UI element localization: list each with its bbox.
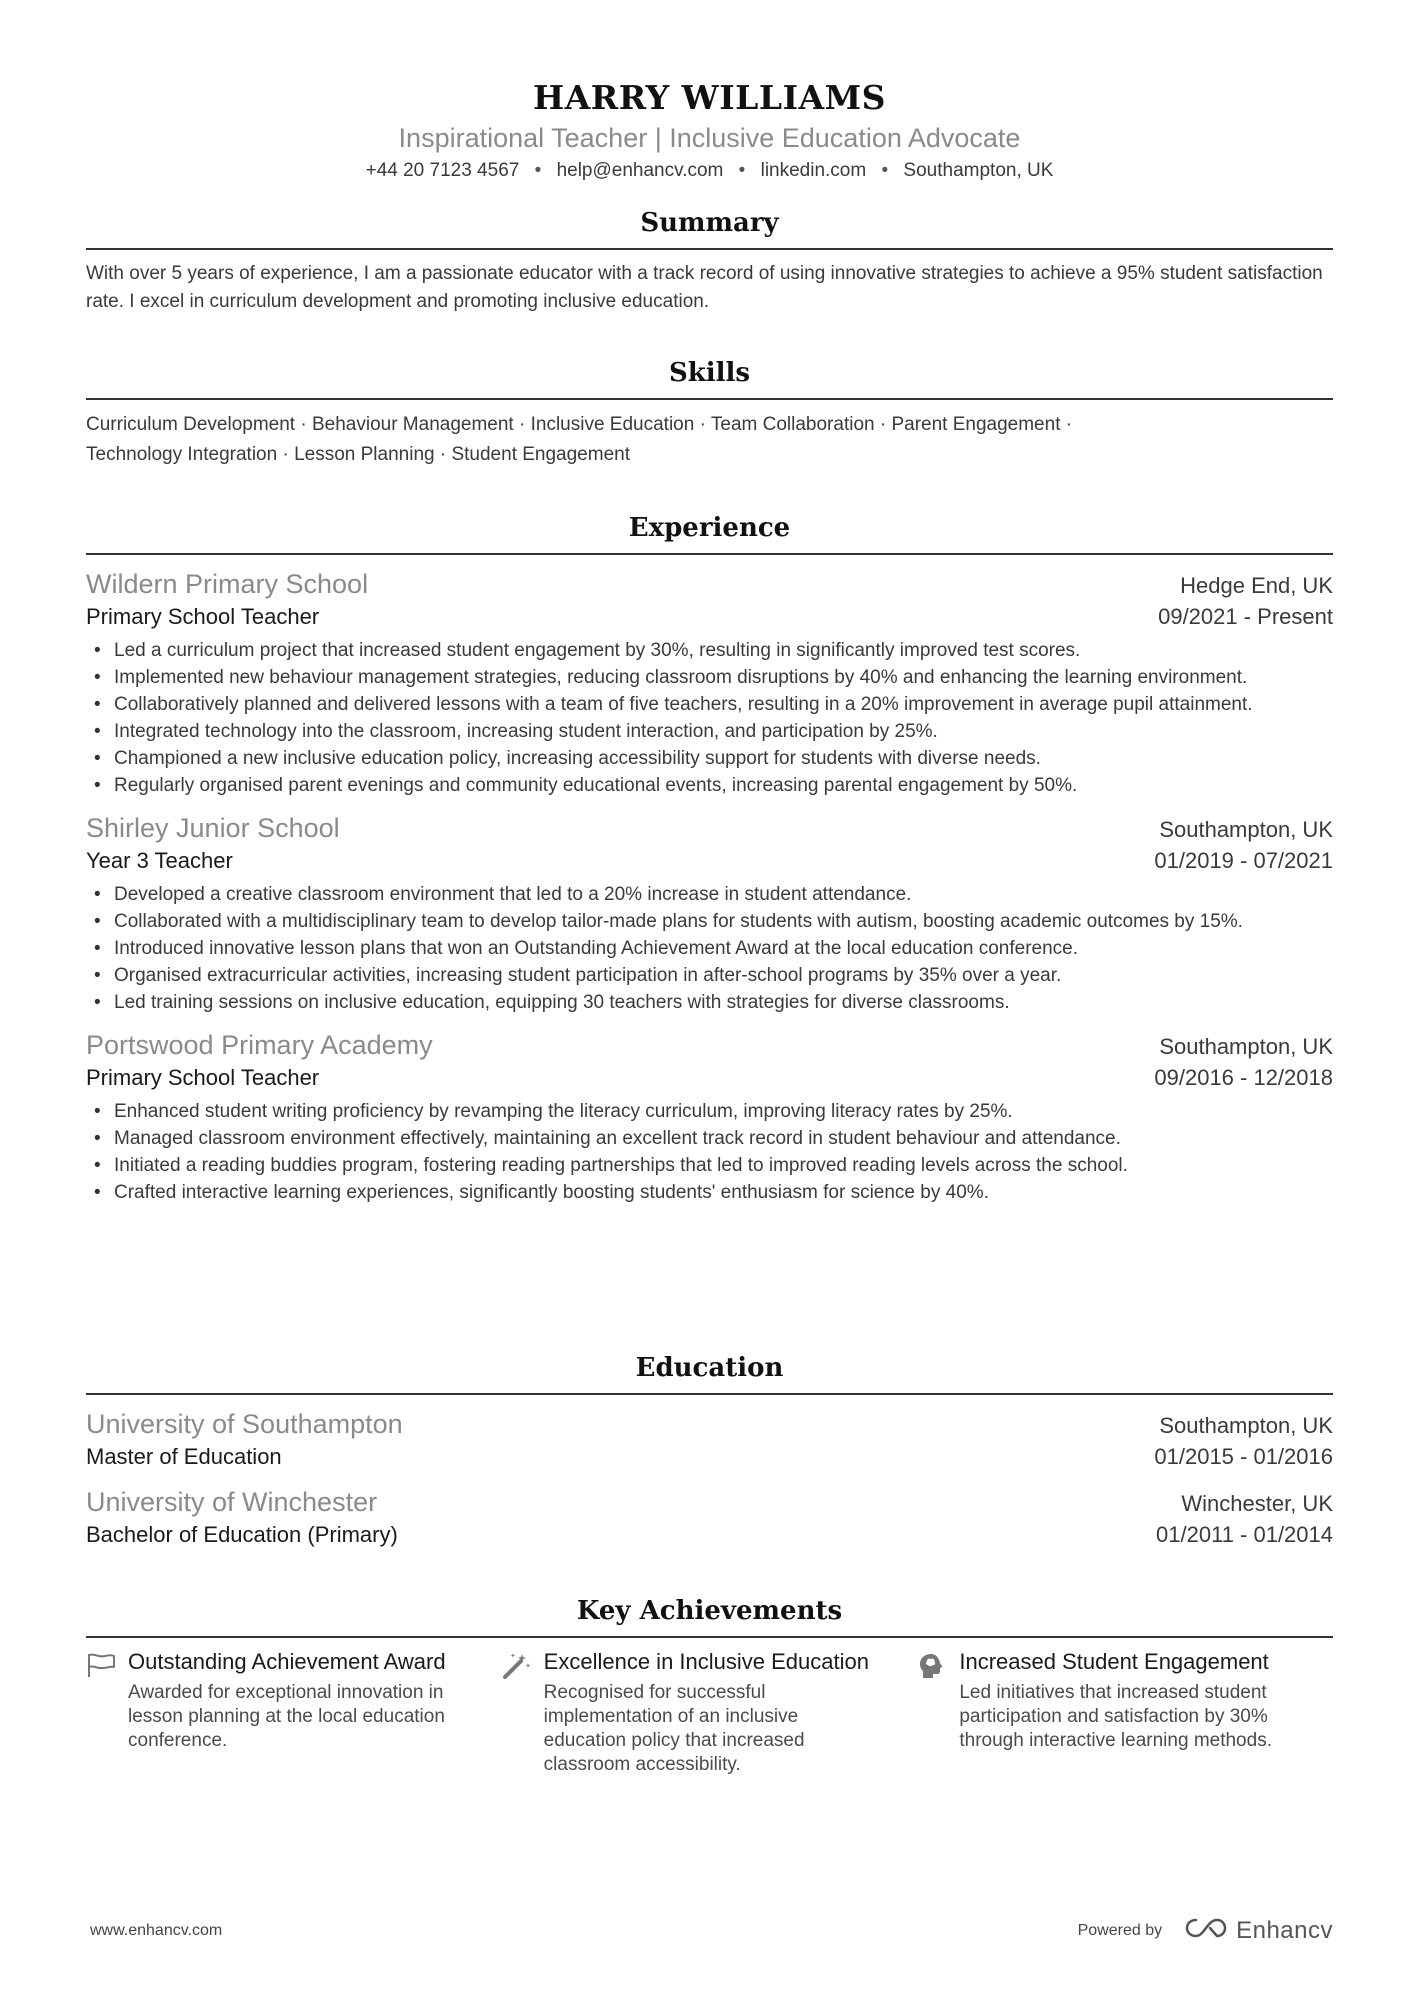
- powered-by: [1078, 1916, 1333, 1945]
- section-divider: [86, 553, 1333, 555]
- contact-separator: •: [881, 160, 889, 181]
- contact-separator: •: [534, 160, 542, 181]
- job-dates: 09/2016 - 12/2018: [1154, 1065, 1333, 1090]
- section-divider: [86, 1393, 1333, 1395]
- job-bullet: • Led training sessions on inclusive education, equipping 30 teachers with strategies for diverse classrooms.: [86, 989, 1333, 1016]
- candidate-headline: Inspirational Teacher | Inclusive Education Advocate: [398, 123, 1021, 153]
- job-location: Hedge End, UK: [1180, 573, 1333, 598]
- section-title: Summary: [640, 208, 779, 238]
- skill-item: Student Engagement: [451, 444, 630, 465]
- section-title: Experience: [628, 513, 791, 543]
- job-bullet: • Led a curriculum project that increased student engagement by 30%, resulting in significantly improved test scores.: [86, 637, 1333, 664]
- website-link[interactable]: www.enhancv.com: [90, 1922, 223, 1939]
- school-location: Southampton, UK: [1159, 1413, 1333, 1438]
- email-link[interactable]: help@enhancv.com: [556, 160, 724, 181]
- skill-item: Behaviour Management: [311, 414, 514, 435]
- job-bullets: [86, 881, 1333, 1016]
- achievement-title: Excellence in Inclusive Education: [543, 1649, 869, 1674]
- job-entry: [86, 1028, 1333, 1206]
- education-dates: 01/2011 - 01/2014: [1156, 1522, 1333, 1547]
- job-bullet: • Integrated technology into the classroom, increasing student interaction, and participation by 25%.: [86, 718, 1333, 745]
- job-location: Southampton, UK: [1159, 1034, 1333, 1059]
- contact-separator: •: [738, 160, 746, 181]
- job-bullets: [86, 637, 1333, 799]
- job-bullet: • Organised extracurricular activities, increasing student participation in after-school programs by 35% over a year.: [86, 962, 1333, 989]
- skill-item: Technology Integration: [86, 444, 278, 465]
- section-divider: [86, 1636, 1333, 1638]
- achievement-title: Increased Student Engagement: [959, 1649, 1269, 1674]
- education-section: [86, 1351, 1333, 1551]
- summary-section: [86, 206, 1333, 316]
- section-divider: [86, 248, 1333, 250]
- magic-wand-icon: [502, 1648, 544, 1777]
- skill-separator: ·: [439, 444, 447, 465]
- job-bullet: • Regularly organised parent evenings and community educational events, increasing parental engagement by 50%.: [86, 772, 1333, 799]
- brand-name[interactable]: Enhancv: [1236, 1916, 1333, 1944]
- job-bullet: • Implemented new behaviour management strategies, reducing classroom disruptions by 40% and enhancing the learning environment.: [86, 664, 1333, 691]
- degree: Master of Education: [86, 1444, 282, 1469]
- skill-separator: ·: [699, 414, 706, 435]
- job-bullet: • Enhanced student writing proficiency by revamping the literacy curriculum, improving literacy rates by 25%.: [86, 1098, 1333, 1125]
- achievement-item: [86, 1648, 502, 1777]
- powered-by-label: Powered by: [1077, 1921, 1163, 1939]
- skill-item: Parent Engagement: [891, 414, 1061, 435]
- education-entry: [86, 1407, 1333, 1473]
- achievement-description: Recognised for successful implementation of an inclusive education policy that increased classroom accessibility.: [543, 1682, 805, 1775]
- job-title: Primary School Teacher: [86, 1065, 320, 1090]
- skills-section: [86, 356, 1333, 470]
- candidate-name: HARRY WILLIAMS: [533, 78, 886, 117]
- school-location: Winchester, UK: [1181, 1491, 1333, 1516]
- company-name: Wildern Primary School: [86, 569, 369, 599]
- job-entry: [86, 567, 1333, 799]
- degree: Bachelor of Education (Primary): [86, 1522, 398, 1547]
- skill-separator: ·: [300, 414, 307, 435]
- job-bullet: • Championed a new inclusive education policy, increasing accessibility support for students with diverse needs.: [86, 745, 1333, 772]
- job-entry: [86, 811, 1333, 1016]
- skill-separator: ·: [1065, 414, 1073, 435]
- job-bullet: • Crafted interactive learning experiences, significantly boosting students' enthusiasm for science by 40%.: [86, 1179, 1333, 1206]
- resume-header: [86, 0, 1333, 184]
- page-footer: [86, 1914, 1333, 1954]
- school-name: University of Winchester: [86, 1487, 378, 1517]
- experience-section: [86, 511, 1333, 1206]
- company-name: Shirley Junior School: [86, 813, 340, 843]
- job-bullet: • Managed classroom environment effectively, maintaining an excellent track record in student behaviour and attendance.: [86, 1125, 1333, 1152]
- section-title: Skills: [668, 358, 751, 388]
- achievements-section: [86, 1594, 1333, 1777]
- job-bullet: • Introduced innovative lesson plans that won an Outstanding Achievement Award at the local education conference.: [86, 935, 1333, 962]
- job-dates: 09/2021 - Present: [1158, 604, 1333, 629]
- school-name: University of Southampton: [86, 1409, 403, 1439]
- resume-page: [86, 0, 1333, 1995]
- job-title: Primary School Teacher: [86, 604, 320, 629]
- job-bullet: • Initiated a reading buddies program, fostering reading partnerships that led to improved reading levels across the school.: [86, 1152, 1333, 1179]
- linkedin-link[interactable]: linkedin.com: [760, 160, 867, 181]
- summary-text: With over 5 years of experience, I am a passionate educator with a track record of using innovative strategies to achieve a 95% student satisfaction rate. I excel in curriculum development and promoting inclusive education.: [86, 263, 1323, 312]
- skill-item: Team Collaboration: [710, 414, 875, 435]
- skill-separator: ·: [519, 414, 526, 435]
- job-bullet: • Collaboratively planned and delivered lessons with a team of five teachers, resulting in a 20% improvement in average pupil attainment.: [86, 691, 1333, 718]
- job-bullets: [86, 1098, 1333, 1206]
- skill-separator: ·: [879, 414, 887, 435]
- skill-separator: ·: [282, 444, 289, 465]
- achievements-grid: [86, 1648, 1333, 1777]
- contact-line: [86, 158, 1333, 184]
- job-bullet: • Developed a creative classroom environment that led to a 20% increase in student attendance.: [86, 881, 1333, 908]
- achievement-title: Outstanding Achievement Award: [128, 1649, 446, 1674]
- company-name: Portswood Primary Academy: [86, 1030, 433, 1060]
- achievement-description: Awarded for exceptional innovation in lesson planning at the local education conference.: [128, 1682, 445, 1751]
- phone[interactable]: +44 20 7123 4567: [365, 160, 520, 181]
- skill-item: Lesson Planning: [294, 444, 435, 465]
- job-title: Year 3 Teacher: [86, 848, 233, 873]
- skill-item: Curriculum Development: [86, 414, 296, 435]
- skill-item: Inclusive Education: [530, 414, 695, 435]
- job-dates: 01/2019 - 07/2021: [1154, 848, 1333, 873]
- achievement-item: [502, 1648, 918, 1777]
- enhancv-logo-icon: [1184, 1916, 1228, 1945]
- achievement-item: [917, 1648, 1333, 1777]
- skills-list: [86, 410, 1166, 470]
- achievement-description: Led initiatives that increased student participation and satisfaction by 30% through interactive learning methods.: [959, 1682, 1272, 1751]
- job-bullet: • Collaborated with a multidisciplinary team to develop tailor-made plans for students with autism, boosting academic outcomes by 15%.: [86, 908, 1333, 935]
- location: Southampton, UK: [903, 160, 1054, 181]
- flag-icon: [86, 1648, 128, 1777]
- section-title: Key Achievements: [576, 1596, 843, 1626]
- head-brain-icon: [917, 1648, 959, 1777]
- job-location: Southampton, UK: [1159, 817, 1333, 842]
- education-dates: 01/2015 - 01/2016: [1154, 1444, 1333, 1469]
- education-entry: [86, 1485, 1333, 1551]
- section-title: Education: [635, 1353, 784, 1383]
- section-divider: [86, 398, 1333, 400]
